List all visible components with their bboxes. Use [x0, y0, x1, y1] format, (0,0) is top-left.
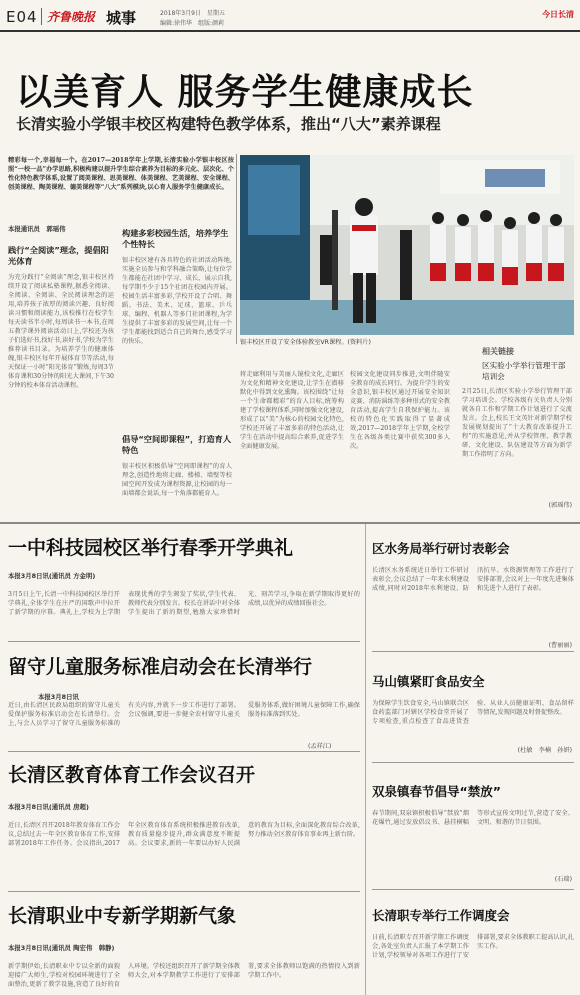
article-rule-3 [8, 891, 360, 892]
lead-body-col-3: 将走廊利用与美丽人镜校文化,走廊区为文化和精神文化建设,让学生在潜移默化中得到文化熏陶。该校围绕“让每一个生命都精彩”的育人目标,统筹构建了学校课程体系,同时加强文化建设,形成了以“美”为核心的校园文化特色,学校还开展了丰富多彩的特色活动,让学生在活动中提高综合素养,促进学生全面健康发展。 [240, 371, 344, 450]
lead-reporter: 本报通讯员 郭瑶伟 [8, 225, 66, 233]
lead-photo [240, 155, 574, 335]
brief-1-credit: (曹丽丽) [548, 642, 572, 649]
brief-1-headline: 区水务局举行研讨表彰会 [372, 541, 510, 556]
brief-4-body: 日前,长清职专召开新学期工作调度会,各处室负责人汇报了本学期工作计划,学校领导对各项工作进行了安排部署,要求全体教职工提高认识,扎实工作。 [372, 934, 574, 959]
header-rule [0, 30, 580, 32]
lead-body-col-1: 为充分践行“全阅读”理念,银丰校区持续开设了阅读私塾课程,据悉全阅读、全阅读、全阅读、全民阅读理念的运用,培养孩子浓厚的阅读兴趣、良好阅读习惯和阅读能力,该校推行在校学生每天读书半小时,每周读书一本书,在周五教学课外阅读活动日上,学校还为孩子们选好书,找好书,读好书,学校为学生推荐读书目录。为培养学生的健康体魄,银丰校区每年开展体育节等活动,每天保证一小时“阳光体育”锻炼,每周3节体育课和30分钟的阳光大课间,下午30分钟的校本体育活动课程。 [8, 274, 114, 389]
header-separator [41, 8, 42, 25]
brief-3-headline: 双泉镇春节倡导“禁放” [372, 784, 501, 799]
article-3-headline: 长清区教育体育工作会议召开 [8, 764, 256, 786]
issue-date: 2018年3月9日 星期五 [160, 10, 225, 17]
related-title: 区实验小学举行管理干部培训会 [482, 361, 566, 381]
column-rule [236, 154, 237, 344]
article-2-headline: 留守儿童服务标准启动会在长清举行 [8, 656, 313, 678]
lead-subhead-3: 倡导“空间即课程”，打造育人特色 [122, 434, 232, 455]
section-rule [0, 522, 580, 524]
brief-3-body: 春节期间,双泉镇积极倡导“禁放”烟花爆竹,通过发放倡议书、悬挂横幅等形式宣传文明过节,营造了安全、文明、和谐的节日氛围。 [372, 810, 574, 826]
brief-2-credit: (杜敏 李楠 孙妍) [517, 747, 572, 754]
lead-subheadline: 长清实验小学银丰校区构建特色教学体系，推出“八大”素养课程 [16, 115, 441, 133]
lead-body-col-2b: 银丰校区积极倡导“空间即课程”的育人理念,创造性地将走廊、楼梯、墙壁等校园空间开发成为课程资源,让校园的每一面墙都会说话,每一个角落都能育人。 [122, 463, 232, 497]
lead-body-col-2: 银丰校区建有各具特色的社团活动阵地,实施全员参与和学科融合策略,让每位学生都能在社团中学习、成长、展示自我,每学期不少于15个社团在校园内开展。校园生活丰富多彩,学校开设了合唱、舞蹈、书法、美术、足球、篮球、乒乓球、编程、机器人等多门社团课程,为学生提供了丰富多彩的发展空间,让每一个学生都能找到适合自己的舞台,感受学习的快乐。 [122, 257, 232, 345]
article-1-body: 3月5日上午,长清一中科技园校区举行开学典礼,全体学生在庄严的国歌声中拉开了新学期的序幕。典礼上,学校为上学期表现优秀的学生颁发了奖状,学生代表、教师代表分别发言。校长在讲话中对全体学生提出了新的期望,勉励大家珍惜时光、刻苦学习,争取在新学期取得更好的成绩,以优异的成绩回报社会。 [8, 591, 360, 616]
photo-caption: 银丰校区开设了安全体验教室VR课程。(资料片) [240, 339, 371, 346]
lead-body-col-4: 校园文化建设同步推进,文明伴随安全教育的成长同行。为提升学生的安全意识,银丰校区通过开展安全知识竞赛、消防演练等多种形式的安全教育活动,提高学生自我保护能力。该校的特色化实践取得了显著成效,2017—2018学年上学期,全校学生在各级各类比赛中获奖300多人次。 [350, 371, 450, 450]
lead-intro: 精彩每一个,幸福每一个。在2017—2018学年上学期,长清实验小学银丰校区按照“一校一品”办学思路,积极构建以提升学生综合素养为目标的多元化、层次化、个性化特色教学体系,设置了阅美课程、思美课程、体美课程、艺美课程、安全课程、创美课程、陶美课程、德美课程等“八大”系列模块,以心育人服务学生健康成长。 [8, 157, 234, 191]
editor-credit: 编辑:徐伟华 组版:颜莉 [160, 20, 225, 27]
article-rule-1 [8, 641, 360, 642]
lead-headline: 以美育人 服务学生健康成长 [16, 72, 474, 113]
article-4-byline: 本报3月8日讯(通讯员 陶宏伟 韩静) [8, 944, 115, 952]
related-tag: 相关链接 [482, 347, 514, 356]
article-2-body: 近日,由长清区民政局组织的留守儿童关爱保护服务标准启动会在长清举行。会上,与会人员学习了留守儿童服务标准的有关内容,并就下一步工作进行了部署。会议强调,要进一步健全农村留守儿童关爱服务体系,做好困境儿童保障工作,确保服务标准落到实处。 [8, 702, 360, 727]
vr-classroom-photo [240, 155, 574, 335]
brief-rule-2 [372, 762, 574, 763]
brief-2-headline: 马山镇紧盯食品安全 [372, 674, 485, 689]
related-body: 2月25日,长清区实验小学举行管理干部学习培训会。学校各级有关负责人分别就各自工作和学期工作计划进行了交流发言。会上,校长王文英针对新学期学校发展规划提出了“十大教育改革提升工程”的实施意见,并从学校管理、教学教研、文化建设、队伍建设等方面为新学期工作指明了方向。 [462, 388, 572, 458]
related-byline: (郭瑶伟) [548, 502, 572, 509]
article-4-headline: 长清职业中专新学期新气象 [8, 905, 237, 927]
brief-4-headline: 长清职专举行工作调度会 [372, 908, 510, 923]
article-1-byline: 本报3月8日讯(通讯员 方金明) [8, 572, 96, 580]
article-3-body: 近日,长清区召开2018年教育体育工作会议,总结过去一年全区教育体育工作,安排部署2018年工作任务。会议指出,2017年全区教育体育系统积极推进教育改革,教育质量稳步提升,群众满意度不断提高。会议要求,新的一年要以办好人民满意的教育为目标,全面深化教育综合改革,努力推动全区教育体育事业再上新台阶。 [8, 822, 360, 847]
page-number: E04 [6, 8, 38, 26]
article-rule-2 [8, 751, 360, 752]
section-tag: 今日长清 [542, 10, 574, 19]
article-2-byline: 本报3月8日讯 [38, 693, 79, 701]
article-2-credit: (孟祥江) [308, 743, 332, 750]
brief-3-credit: (石瑞) [554, 876, 572, 883]
related-link-box [460, 343, 574, 511]
article-1-headline: 一中科技园校区举行春季开学典礼 [8, 537, 294, 559]
lead-subhead-1: 践行“全阅读”理念，提倡阳光体育 [8, 245, 109, 266]
article-3-byline: 本报3月8日讯(通讯员 房超) [8, 803, 89, 811]
article-4-body: 新学期伊始,长清职业中专以全新的面貌迎接广大师生,学校对校园环境进行了全面整治,更新了教学设施,营造了良好的育人环境。学校还组织召开了新学期全体教师大会,对本学期教学工作进行了安排部署,要求全体教师以饱满的热情投入到新学期工作中。 [8, 963, 360, 988]
newspaper-logo: 齐鲁晚报 [47, 10, 96, 24]
lead-subhead-2: 构建多彩校园生活，培养学生个性特长 [122, 228, 229, 249]
lower-column-rule [365, 524, 366, 995]
section-name: 城事 [106, 9, 137, 27]
brief-rule-1 [372, 651, 574, 652]
brief-rule-3 [372, 889, 574, 890]
brief-2-body: 为保障学生饮食安全,马山镇联合区食药监部门对辖区学校食堂开展了专项检查,重点检查了食品进货查验、从业人员健康证明、食品留样等情况,发现问题及时督促整改。 [372, 700, 574, 725]
brief-1-body: 长清区水务系统近日举行工作研讨表彰会,会议总结了一年来水利建设成绩,同时对2018年水利建设、防汛抗旱、水资源管理等工作进行了安排部署,会议对上一年度先进集体和先进个人进行了表彰。 [372, 567, 574, 592]
